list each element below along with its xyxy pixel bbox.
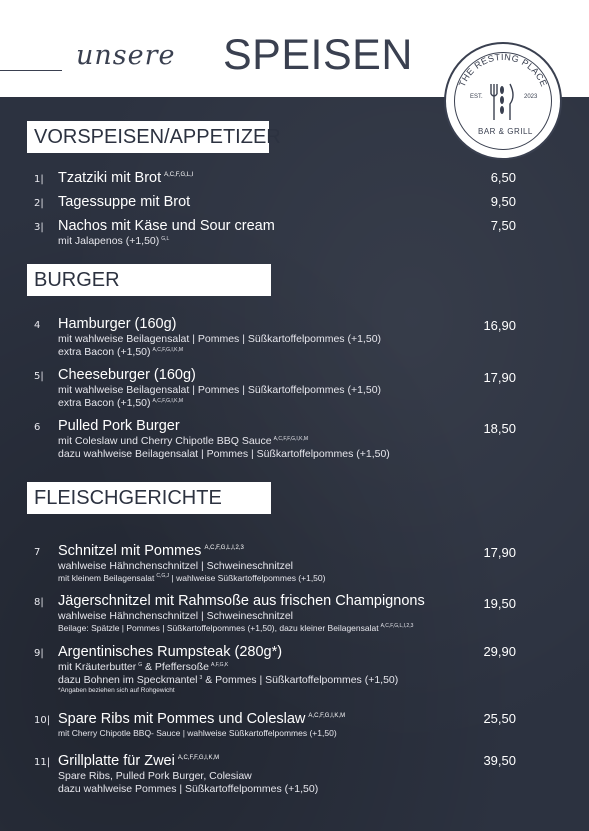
- allergen-codes: A,C,F,F,G,I,K,M: [273, 435, 309, 442]
- item-price: 17,90: [483, 370, 516, 385]
- item-name-text: Tzatziki mit Brot: [58, 170, 162, 186]
- description-text: wahlweise Hähnchenschnitzel | Schweineschnitzel: [58, 560, 294, 572]
- item-number: 5|: [34, 371, 44, 382]
- page-title: SPEISEN: [223, 31, 413, 79]
- item-name: [58, 644, 282, 660]
- item-description: [58, 333, 381, 345]
- item-description: [58, 448, 390, 460]
- item-number: 4: [34, 320, 41, 331]
- item-price: 19,50: [483, 596, 516, 611]
- item-name-text: Nachos mit Käse und Sour cream: [58, 218, 275, 234]
- item-description: [58, 674, 398, 686]
- description-text: Spare Ribs, Pulled Pork Burger, Colesiaw: [58, 770, 252, 782]
- item-description: [58, 560, 293, 572]
- allergen-codes: A,C,F,G,L,I,2,3: [204, 545, 244, 552]
- section-vorspeisen: VORSPEISEN/APPETIZER: [27, 121, 269, 153]
- description-text: dazu Bohnen im Speckmantel: [58, 674, 198, 686]
- description-text: dazu wahlweise Beilagensalat | Pommes | Süßkartoffelpommes (+1,50): [58, 448, 390, 460]
- item-name: [58, 218, 275, 234]
- allergen-codes: A,C,F,G,L,I,2,3: [380, 623, 414, 630]
- item-price: 9,50: [490, 194, 516, 209]
- item-name: [58, 543, 244, 559]
- description-text: mit Cherry Chipotle BBQ- Sauce | wahlweise Süßkartoffelpommes (+1,50): [58, 728, 337, 738]
- item-description: [58, 397, 183, 409]
- item-number: 7: [34, 547, 41, 558]
- section-fleischgerichte: FLEISCHGERICHTE: [27, 482, 271, 514]
- item-price: 6,50: [490, 170, 516, 185]
- logo-graphic: [446, 44, 560, 158]
- description-text: mit kleinem Beilagensalat: [58, 573, 155, 583]
- item-name: [58, 194, 190, 210]
- item-number: 1|: [34, 174, 44, 185]
- description-text: mit Kräuterbutter: [58, 661, 137, 673]
- logo-bottom-text: BAR & GRILL: [478, 127, 533, 136]
- description-text: dazu wahlweise Pommes | Süßkartoffelpommes (+1,50): [58, 783, 319, 795]
- allergen-codes: A,F,G,K: [211, 661, 229, 668]
- item-name-text: Argentinisches Rumpsteak (280g*): [58, 644, 283, 660]
- item-name-text: Schnitzel mit Pommes: [58, 543, 202, 559]
- description-text: Beilage: Spätzle | Pommes | Süßkartoffelpommes (+1,50), dazu kleiner Beilagensalat: [58, 623, 379, 633]
- item-number: 2|: [34, 198, 44, 209]
- item-description: [58, 661, 228, 673]
- item-name-text: Grillplatte für Zwei: [58, 753, 175, 769]
- item-name-text: Jägerschnitzel mit Rahmsoße aus frischen Champignons: [58, 593, 425, 609]
- description-text: mit wahlweise Beilagensalat | Pommes | Süßkartoffelpommes (+1,50): [58, 384, 382, 396]
- item-price: 29,90: [483, 644, 516, 659]
- item-name-text: Tagessuppe mit Brot: [58, 194, 191, 210]
- item-name-text: Cheeseburger (160g): [58, 367, 196, 383]
- description-text: *Angaben beziehen sich auf Rohgewicht: [58, 687, 175, 694]
- restaurant-logo: [444, 42, 562, 160]
- item-name: [58, 418, 180, 434]
- item-number: 11|: [34, 757, 51, 768]
- item-name: [58, 170, 193, 186]
- item-price: 25,50: [483, 711, 516, 726]
- item-name: [58, 753, 219, 769]
- item-price: 16,90: [483, 318, 516, 333]
- allergen-codes: A,C,F,F,G,I,K,M: [177, 755, 220, 762]
- item-name-text: Pulled Pork Burger: [58, 418, 180, 434]
- section-burger: BURGER: [27, 264, 271, 296]
- item-description: [58, 770, 252, 782]
- logo-top-text: THE RESTING PLACE: [456, 51, 550, 89]
- item-number: 9|: [34, 648, 44, 659]
- description-text: mit wahlweise Beilagensalat | Pommes | Süßkartoffelpommes (+1,50): [58, 333, 382, 345]
- item-description: [58, 346, 183, 358]
- item-description: [58, 235, 169, 247]
- logo-year: 2023: [524, 94, 538, 100]
- item-number: 6: [34, 422, 41, 433]
- allergen-codes: C,G,J: [156, 573, 170, 580]
- allergen-codes: A,C,F,G,L,I: [164, 172, 194, 179]
- item-name: [58, 316, 176, 332]
- description-text: & Pommes | Süßkartoffelpommes (+1,50): [202, 674, 399, 686]
- item-description: [58, 610, 293, 622]
- allergen-codes: G,L: [161, 235, 170, 242]
- description-text: mit Jalapenos (+1,50): [58, 235, 160, 247]
- allergen-codes: 3: [199, 674, 203, 681]
- item-name: [58, 593, 425, 609]
- description-text: | wahlweise Süßkartoffelpommes (+1,50): [169, 573, 326, 583]
- item-description: [58, 573, 325, 583]
- item-description: [58, 728, 337, 738]
- item-name: [58, 711, 345, 727]
- item-price: 17,90: [483, 545, 516, 560]
- item-description: [58, 687, 175, 694]
- item-number: 3|: [34, 222, 44, 233]
- allergen-codes: G: [138, 661, 143, 668]
- item-name-text: Spare Ribs mit Pommes und Coleslaw: [58, 711, 306, 727]
- allergen-codes: A,C,F,G,I,K,M: [152, 397, 184, 404]
- item-number: 8|: [34, 597, 44, 608]
- item-price: 18,50: [483, 421, 516, 436]
- leaf-icon: [500, 86, 504, 114]
- logo-est: EST.: [470, 94, 483, 100]
- header-script: unsere: [76, 40, 176, 71]
- item-name: [58, 367, 196, 383]
- description-text: extra Bacon (+1,50): [58, 346, 151, 358]
- svg-text:THE RESTING PLACE: [457, 52, 549, 88]
- description-text: extra Bacon (+1,50): [58, 397, 151, 409]
- allergen-codes: A,C,F,G,I,K,M: [152, 346, 184, 353]
- item-price: 7,50: [490, 218, 516, 233]
- allergen-codes: A,C,F,G,I,K,M: [308, 713, 346, 720]
- item-number: 10|: [34, 715, 51, 726]
- description-text: & Pfeffersoße: [142, 661, 210, 673]
- item-description: [58, 623, 413, 633]
- description-text: mit Coleslaw und Cherry Chipotle BBQ Sauce: [58, 435, 272, 447]
- item-description: [58, 435, 308, 447]
- item-description: [58, 783, 318, 795]
- item-name-text: Hamburger (160g): [58, 316, 177, 332]
- description-text: wahlweise Hähnchenschnitzel | Schweineschnitzel: [58, 610, 294, 622]
- item-description: [58, 384, 381, 396]
- header-rule: [0, 70, 62, 71]
- item-price: 39,50: [483, 753, 516, 768]
